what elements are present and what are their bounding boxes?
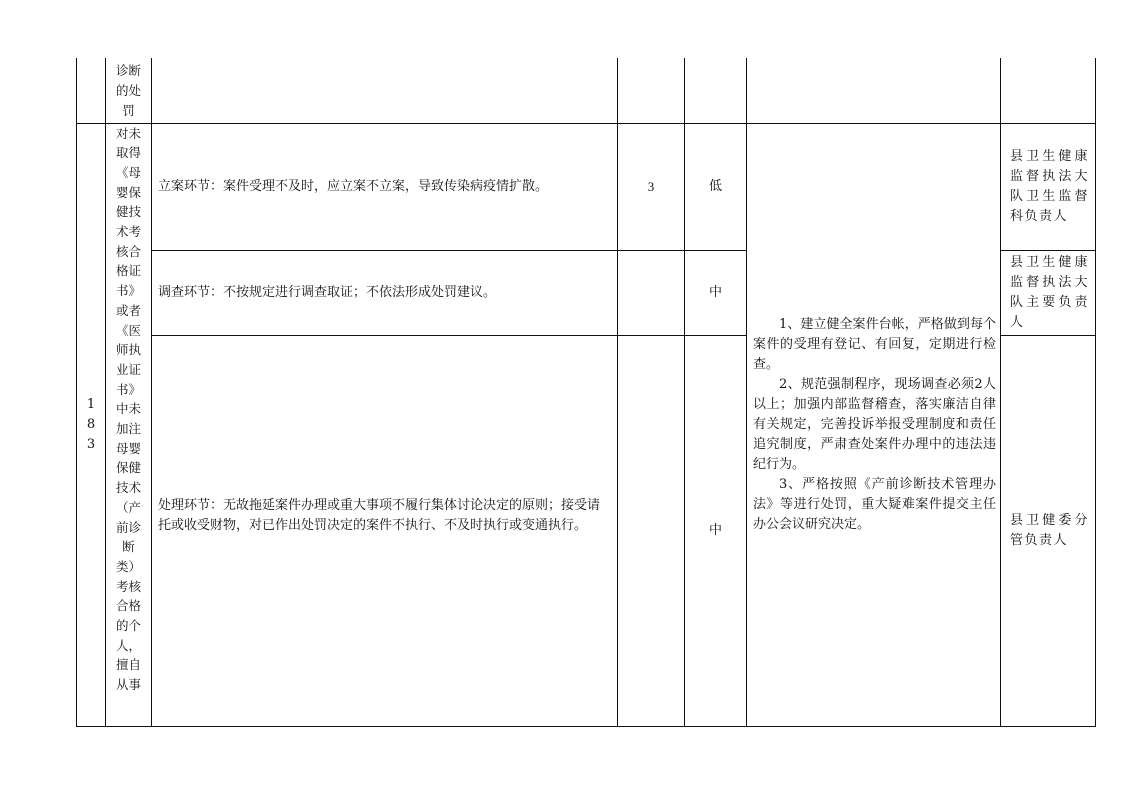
risk-point-cell (152, 335, 618, 726)
risk-grade-cell (685, 123, 747, 250)
continuation-item-line: 诊断 (115, 63, 141, 79)
risk-point-text: 处理环节：无故拖延案件办理或重大事项不履行集体讨论决定的原则；接受请托或收受财物，对已作出处罚决定的案件不执行、不及时执行或变通执行。 (158, 497, 601, 533)
item-name-line: 书》 (115, 283, 141, 299)
continuation-measures-cell (747, 58, 1001, 123)
risk-grade-value: 中 (708, 285, 722, 300)
risk-point-text: 立案环节：案件受理不及时，应立案不立案，导致传染病疫情扩散。 (158, 178, 549, 194)
responsible-cell (1001, 335, 1096, 726)
risk-point-cell (152, 123, 618, 250)
item-name-line: 断 (122, 539, 135, 555)
responsible-cell (1001, 250, 1096, 335)
table-row (77, 123, 1096, 250)
responsible-text: 县卫健委分管负责人 (1010, 512, 1089, 548)
responsible-text: 县卫生健康监督执法大队卫生监督科负责人 (1010, 148, 1089, 224)
item-name-line: 前诊 (115, 519, 141, 535)
item-name-line: （产 (115, 499, 141, 515)
item-name-line: 业证 (115, 361, 141, 377)
responsible-text: 县卫生健康监督执法大队主要负责人 (1010, 254, 1089, 330)
item-name-line: 健技 (115, 204, 141, 220)
item-name-line: 保健 (115, 460, 141, 476)
continuation-level-cell (618, 58, 685, 123)
item-name-line: 或者 (115, 302, 141, 318)
measure-paragraph: 3、严格按照《产前诊断技术管理办法》等进行处罚，重大疑难案件提交主任办公会议研究决定。 (753, 476, 996, 532)
responsible-cell (1001, 123, 1096, 250)
item-name-line: 核合 (115, 243, 141, 259)
item-name-line: 术考 (115, 224, 141, 240)
risk-point-cell (152, 250, 618, 335)
item-name-line: 对未 (115, 125, 141, 141)
risk-level-value: 3 (647, 178, 655, 194)
item-name-line: 婴保 (115, 184, 141, 200)
measure-paragraph: 1、建立健全案件台帐，严格做到每个案件的受理有登记、有回复，定期进行检查。 (753, 316, 996, 372)
item-number-cell (77, 123, 106, 726)
item-name-line: 《医 (115, 322, 141, 338)
risk-level-cell (618, 335, 685, 726)
item-name-line: 取得 (115, 145, 141, 161)
measure-paragraph: 2、规范强制程序，现场调查必须2人以上；加强内部监督稽查，落实廉洁自律有关规定，完善投诉举报受理制度和责任追究制度，严肃查处案件办理中的违法违纪行为。 (753, 376, 996, 472)
continuation-risk-cell (152, 58, 618, 123)
continuation-item-line: 的处 (115, 83, 141, 99)
item-name-line: 母婴 (115, 440, 141, 456)
risk-grade-cell (685, 250, 747, 335)
item-name-line: 书》 (115, 381, 141, 397)
continuation-row (77, 58, 1096, 123)
item-name-cell (106, 123, 152, 726)
item-name-line: 擅自 (115, 657, 141, 673)
continuation-item-line: 罚 (122, 102, 135, 118)
risk-grade-cell (685, 335, 747, 726)
item-name-line: 的个 (115, 618, 141, 634)
item-name-line: 中未 (115, 401, 141, 417)
item-name-line: 加注 (115, 421, 141, 437)
risk-grade-value: 中 (708, 523, 722, 538)
item-name-line: 《母 (115, 164, 141, 180)
continuation-grade-cell (685, 58, 747, 123)
risk-level-cell (618, 123, 685, 250)
continuation-responsible-cell (1001, 58, 1096, 123)
continuation-item-cell (106, 58, 152, 123)
item-name-line: 人， (115, 637, 141, 653)
item-number: 183 (86, 396, 96, 452)
continuation-number-cell (77, 58, 106, 123)
prevention-measures-cell (747, 123, 1001, 726)
item-name-line: 类） (115, 558, 141, 574)
item-name-line: 从事 (115, 677, 141, 693)
item-name-line: 师执 (115, 342, 141, 358)
risk-level-cell (618, 250, 685, 335)
item-name-line: 合格 (115, 598, 141, 614)
risk-control-table (76, 58, 1096, 727)
risk-point-text: 调查环节：不按规定进行调查取证；不依法形成处罚建议。 (158, 284, 497, 300)
item-name-line: 技术 (115, 480, 141, 496)
item-name-line: 格证 (115, 263, 141, 279)
item-name-line: 考核 (115, 578, 141, 594)
risk-grade-value: 低 (708, 179, 722, 194)
